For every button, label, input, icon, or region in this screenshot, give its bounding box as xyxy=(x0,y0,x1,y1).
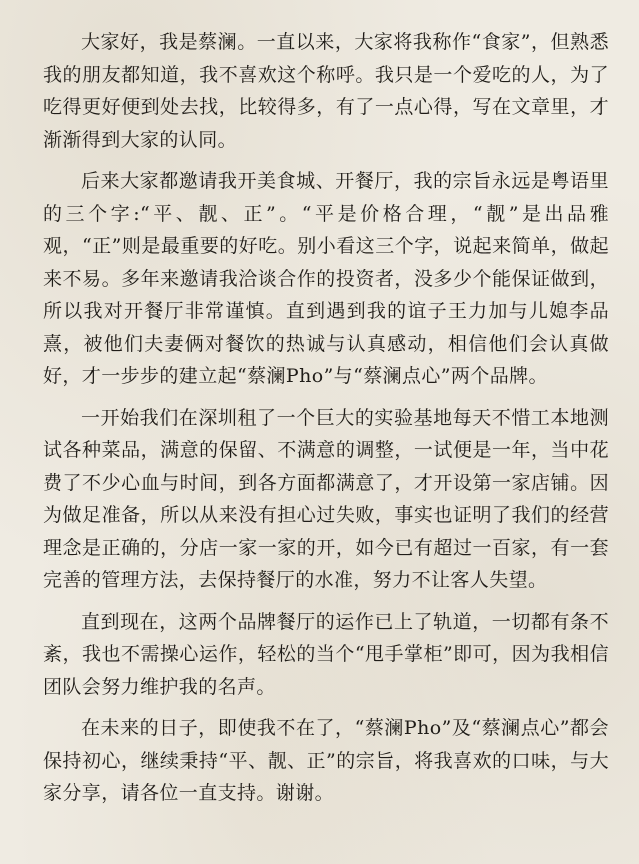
paragraph-restaurant-principles: 后来大家都邀请我开美食城、开餐厅，我的宗旨永远是粤语里的三个字:“平、靓、正”。“平是价格合理，“靓”是出品雅观，“正”则是最重要的好吃。别小看这三个字，说起来简单，做起来不易。多年来邀请我洽谈合作的投资者，没多少个能保证做到，所以我对开餐厅非常谨慎。直到遇到我的谊子王力加与儿媳李品熹，被他们夫妻俩对餐饮的热诚与认真感动，相信他们会认真做好，才一步步的建立起“蔡澜Pho”与“蔡澜点心”两个品牌。 xyxy=(43,170,609,387)
paragraph-intro: 大家好，我是蔡澜。一直以来，大家将我称作“食家”，但熟悉我的朋友都知道，我不喜欢这个称呼。我只是一个爱吃的人，为了吃得更好便到处去找，比较得多，有了一点心得，写在文章里，才渐渐得到大家的认同。 xyxy=(43,31,609,151)
paragraph-closing: 在未来的日子，即使我不在了，“蔡澜Pho”及“蔡澜点心”都会保持初心，继续秉持“平、靓、正”的宗旨，将我喜欢的口味，与大家分享，请各位一直支持。谢谢。 xyxy=(43,717,609,804)
paragraph-testing-and-expansion: 一开始我们在深圳租了一个巨大的实验基地每天不惜工本地测试各种菜品，满意的保留、不满意的调整，一试便是一年，当中花费了不少心血与时间，到各方面都满意了，才开设第一家店铺。因为做足准备，所以从来没有担心过失败，事实也证明了我们的经营理念是正确的，分店一家一家的开，如今已有超过一百家，有一套完善的管理方法，去保持餐厅的水准，努力不让客人失望。 xyxy=(43,406,609,591)
paragraph-current-operations: 直到现在，这两个品牌餐厅的运作已上了轨道，一切都有条不紊，我也不需操心运作，轻松的当个“甩手掌柜”即可，因为我相信团队会努力维护我的名声。 xyxy=(43,610,609,698)
